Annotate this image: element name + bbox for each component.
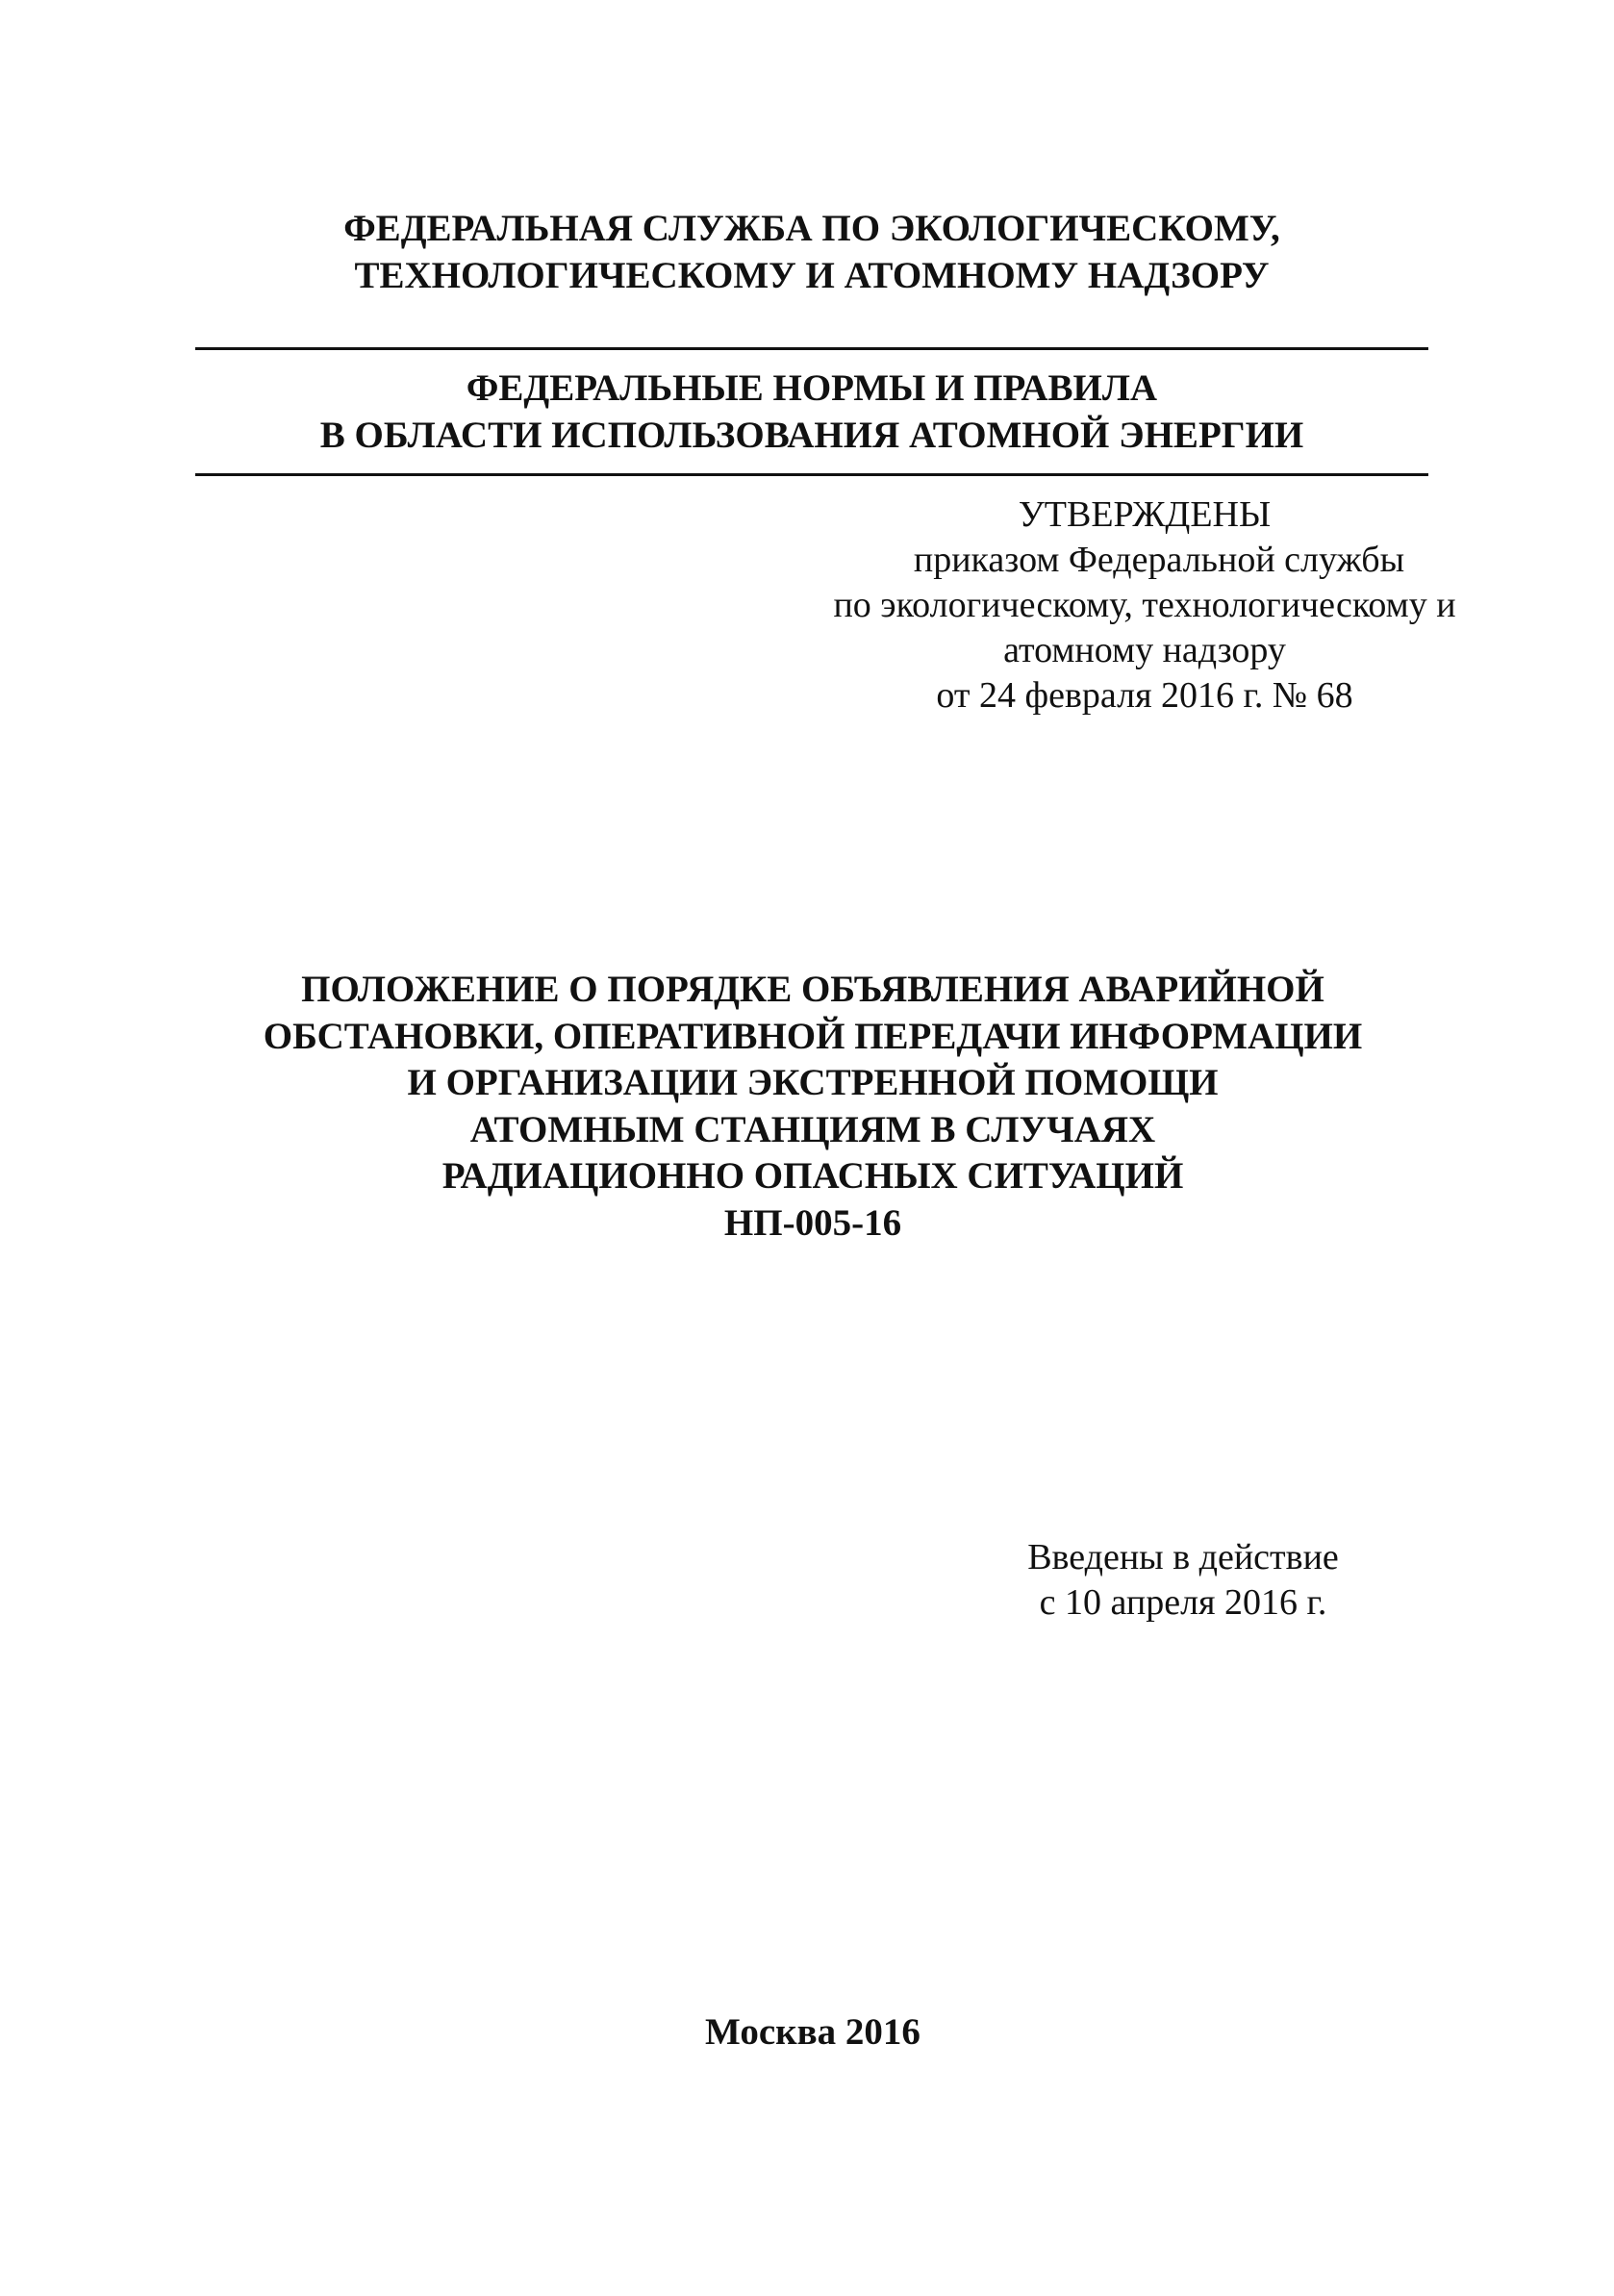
effective-date [971, 1535, 1395, 1626]
approval-order-date: от 24 февраля 2016 г. № 68 [936, 675, 1353, 717]
approval-line: атомному надзору [1003, 630, 1286, 671]
divider-top [195, 347, 1428, 350]
norms-header [192, 366, 1431, 460]
divider-bottom [195, 473, 1428, 476]
title-line: И ОРГАНИЗАЦИИ ЭКСТРЕННОЙ ПОМОЩИ [407, 1062, 1219, 1104]
approval-heading: УТВЕРЖДЕНЫ [1018, 494, 1272, 535]
agency-line: ТЕХНОЛОГИЧЕСКОМУ И АТОМНОМУ НАДЗОРУ [354, 254, 1270, 296]
approval-line: по экологическому, технологическому и [833, 585, 1456, 626]
agency-header [192, 206, 1431, 300]
approval-line: приказом Федеральной службы [913, 540, 1405, 581]
approval-stamp [789, 492, 1501, 719]
title-line: ПОЛОЖЕНИЕ О ПОРЯДКЕ ОБЪЯВЛЕНИЯ АВАРИЙНОЙ [301, 969, 1324, 1010]
document-title [192, 967, 1433, 1247]
effective-line: с 10 апреля 2016 г. [1039, 1582, 1327, 1624]
place-year-footer [577, 2010, 1048, 2055]
norms-line: В ОБЛАСТИ ИСПОЛЬЗОВАНИЯ АТОМНОЙ ЭНЕРГИИ [319, 414, 1304, 456]
agency-line: ФЕДЕРАЛЬНАЯ СЛУЖБА ПО ЭКОЛОГИЧЕСКОМУ, [343, 208, 1280, 249]
title-line: АТОМНЫМ СТАНЦИЯМ В СЛУЧАЯХ [469, 1108, 1156, 1150]
place-year: Москва 2016 [705, 2011, 920, 2053]
effective-line: Введены в действие [1027, 1537, 1339, 1577]
title-line: РАДИАЦИОННО ОПАСНЫХ СИТУАЦИЙ [441, 1155, 1184, 1198]
norms-line: ФЕДЕРАЛЬНЫЕ НОРМЫ И ПРАВИЛА [466, 367, 1158, 409]
title-line: ОБСТАНОВКИ, ОПЕРАТИВНОЙ ПЕРЕДАЧИ ИНФОРМАЦИИ [263, 1015, 1363, 1057]
document-code: НП-005-16 [723, 1201, 902, 1244]
